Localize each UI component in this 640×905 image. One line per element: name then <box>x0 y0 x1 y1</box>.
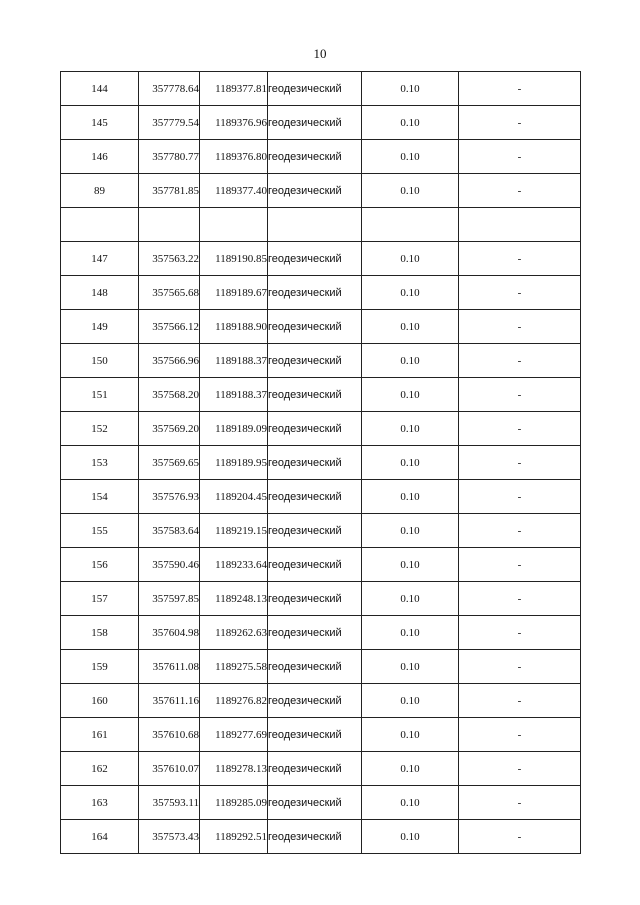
x-coordinate-cell: 357780.77 <box>139 140 200 174</box>
table-row <box>61 480 581 514</box>
accuracy-cell: 0.10 <box>362 446 459 480</box>
description-cell: - <box>459 378 581 412</box>
accuracy-cell: 0.10 <box>362 174 459 208</box>
table-row <box>61 208 581 242</box>
description-cell: - <box>459 582 581 616</box>
y-coordinate-cell: 1189219.15 <box>200 514 268 548</box>
point-number-cell: 147 <box>61 242 139 276</box>
accuracy-cell: 0.10 <box>362 310 459 344</box>
table-row <box>61 72 581 106</box>
description-cell: - <box>459 650 581 684</box>
description-cell: - <box>459 276 581 310</box>
method-cell: геодезический <box>268 140 362 174</box>
x-coordinate-cell: 357611.16 <box>139 684 200 718</box>
accuracy-cell: 0.10 <box>362 378 459 412</box>
point-number-cell: 149 <box>61 310 139 344</box>
y-coordinate-cell: 1189204.45 <box>200 480 268 514</box>
x-coordinate-cell: 357569.20 <box>139 412 200 446</box>
table-row <box>61 786 581 820</box>
x-coordinate-cell: 357566.12 <box>139 310 200 344</box>
accuracy-cell: 0.10 <box>362 242 459 276</box>
table-row <box>61 174 581 208</box>
point-number-cell: 144 <box>61 72 139 106</box>
x-coordinate-cell: 357573.43 <box>139 820 200 854</box>
point-number-cell: 89 <box>61 174 139 208</box>
table-row <box>61 582 581 616</box>
x-coordinate-cell: 357611.08 <box>139 650 200 684</box>
coordinates-table-body <box>61 72 581 854</box>
method-cell: геодезический <box>268 582 362 616</box>
y-coordinate-cell: 1189188.90 <box>200 310 268 344</box>
y-coordinate-cell: 1189188.37 <box>200 378 268 412</box>
coordinates-table <box>60 71 581 854</box>
page-number: 10 <box>313 46 327 61</box>
method-cell: геодезический <box>268 106 362 140</box>
x-coordinate-cell: 357568.20 <box>139 378 200 412</box>
accuracy-cell: 0.10 <box>362 72 459 106</box>
point-number-cell: 164 <box>61 820 139 854</box>
point-number-cell: 159 <box>61 650 139 684</box>
y-coordinate-cell: 1189278.13 <box>200 752 268 786</box>
method-cell <box>268 208 362 242</box>
method-cell: геодезический <box>268 276 362 310</box>
x-coordinate-cell: 357604.98 <box>139 616 200 650</box>
y-coordinate-cell: 1189377.40 <box>200 174 268 208</box>
accuracy-cell: 0.10 <box>362 650 459 684</box>
x-coordinate-cell: 357576.93 <box>139 480 200 514</box>
point-number-cell: 155 <box>61 514 139 548</box>
x-coordinate-cell: 357778.64 <box>139 72 200 106</box>
method-cell: геодезический <box>268 242 362 276</box>
accuracy-cell: 0.10 <box>362 752 459 786</box>
method-cell: геодезический <box>268 72 362 106</box>
description-cell: - <box>459 684 581 718</box>
description-cell: - <box>459 480 581 514</box>
method-cell: геодезический <box>268 412 362 446</box>
y-coordinate-cell: 1189188.37 <box>200 344 268 378</box>
accuracy-cell: 0.10 <box>362 480 459 514</box>
table-row <box>61 684 581 718</box>
method-cell: геодезический <box>268 310 362 344</box>
point-number-cell: 157 <box>61 582 139 616</box>
y-coordinate-cell: 1189248.13 <box>200 582 268 616</box>
y-coordinate-cell <box>200 208 268 242</box>
x-coordinate-cell: 357610.07 <box>139 752 200 786</box>
description-cell: - <box>459 140 581 174</box>
y-coordinate-cell: 1189376.96 <box>200 106 268 140</box>
point-number-cell: 150 <box>61 344 139 378</box>
point-number-cell: 163 <box>61 786 139 820</box>
description-cell: - <box>459 548 581 582</box>
table-row <box>61 242 581 276</box>
description-cell: - <box>459 446 581 480</box>
accuracy-cell: 0.10 <box>362 616 459 650</box>
x-coordinate-cell: 357597.85 <box>139 582 200 616</box>
y-coordinate-cell: 1189262.63 <box>200 616 268 650</box>
point-number-cell: 145 <box>61 106 139 140</box>
point-number-cell: 151 <box>61 378 139 412</box>
description-cell: - <box>459 344 581 378</box>
y-coordinate-cell: 1189190.85 <box>200 242 268 276</box>
table-row <box>61 548 581 582</box>
table-row <box>61 310 581 344</box>
accuracy-cell: 0.10 <box>362 106 459 140</box>
accuracy-cell: 0.10 <box>362 276 459 310</box>
point-number-cell: 152 <box>61 412 139 446</box>
description-cell: - <box>459 820 581 854</box>
method-cell: геодезический <box>268 446 362 480</box>
table-row <box>61 276 581 310</box>
point-number-cell: 148 <box>61 276 139 310</box>
description-cell: - <box>459 616 581 650</box>
description-cell: - <box>459 514 581 548</box>
method-cell: геодезический <box>268 480 362 514</box>
point-number-cell: 146 <box>61 140 139 174</box>
y-coordinate-cell: 1189376.80 <box>200 140 268 174</box>
method-cell: геодезический <box>268 820 362 854</box>
accuracy-cell: 0.10 <box>362 684 459 718</box>
method-cell: геодезический <box>268 718 362 752</box>
description-cell: - <box>459 174 581 208</box>
y-coordinate-cell: 1189233.64 <box>200 548 268 582</box>
point-number-cell: 156 <box>61 548 139 582</box>
x-coordinate-cell: 357593.11 <box>139 786 200 820</box>
table-row <box>61 378 581 412</box>
y-coordinate-cell: 1189285.09 <box>200 786 268 820</box>
y-coordinate-cell: 1189189.95 <box>200 446 268 480</box>
y-coordinate-cell: 1189277.69 <box>200 718 268 752</box>
point-number-cell: 158 <box>61 616 139 650</box>
table-row <box>61 650 581 684</box>
x-coordinate-cell: 357565.68 <box>139 276 200 310</box>
description-cell: - <box>459 718 581 752</box>
method-cell: геодезический <box>268 548 362 582</box>
method-cell: геодезический <box>268 378 362 412</box>
description-cell: - <box>459 72 581 106</box>
accuracy-cell <box>362 208 459 242</box>
x-coordinate-cell: 357569.65 <box>139 446 200 480</box>
table-row <box>61 514 581 548</box>
table-row <box>61 106 581 140</box>
table-row <box>61 752 581 786</box>
y-coordinate-cell: 1189377.81 <box>200 72 268 106</box>
accuracy-cell: 0.10 <box>362 820 459 854</box>
x-coordinate-cell: 357781.85 <box>139 174 200 208</box>
table-row <box>61 718 581 752</box>
accuracy-cell: 0.10 <box>362 412 459 446</box>
y-coordinate-cell: 1189189.09 <box>200 412 268 446</box>
method-cell: геодезический <box>268 684 362 718</box>
method-cell: геодезический <box>268 616 362 650</box>
description-cell <box>459 208 581 242</box>
point-number-cell: 162 <box>61 752 139 786</box>
y-coordinate-cell: 1189275.58 <box>200 650 268 684</box>
y-coordinate-cell: 1189189.67 <box>200 276 268 310</box>
description-cell: - <box>459 310 581 344</box>
accuracy-cell: 0.10 <box>362 344 459 378</box>
x-coordinate-cell: 357566.96 <box>139 344 200 378</box>
accuracy-cell: 0.10 <box>362 582 459 616</box>
point-number-cell: 161 <box>61 718 139 752</box>
accuracy-cell: 0.10 <box>362 514 459 548</box>
point-number-cell <box>61 208 139 242</box>
description-cell: - <box>459 786 581 820</box>
table-row <box>61 412 581 446</box>
method-cell: геодезический <box>268 344 362 378</box>
method-cell: геодезический <box>268 514 362 548</box>
accuracy-cell: 0.10 <box>362 786 459 820</box>
table-row <box>61 820 581 854</box>
y-coordinate-cell: 1189292.51 <box>200 820 268 854</box>
point-number-cell: 153 <box>61 446 139 480</box>
x-coordinate-cell: 357583.64 <box>139 514 200 548</box>
table-row <box>61 616 581 650</box>
method-cell: геодезический <box>268 174 362 208</box>
table-row <box>61 344 581 378</box>
table-row <box>61 140 581 174</box>
method-cell: геодезический <box>268 650 362 684</box>
description-cell: - <box>459 412 581 446</box>
x-coordinate-cell: 357779.54 <box>139 106 200 140</box>
accuracy-cell: 0.10 <box>362 548 459 582</box>
description-cell: - <box>459 752 581 786</box>
y-coordinate-cell: 1189276.82 <box>200 684 268 718</box>
x-coordinate-cell <box>139 208 200 242</box>
method-cell: геодезический <box>268 752 362 786</box>
method-cell: геодезический <box>268 786 362 820</box>
table-row <box>61 446 581 480</box>
point-number-cell: 154 <box>61 480 139 514</box>
description-cell: - <box>459 242 581 276</box>
point-number-cell: 160 <box>61 684 139 718</box>
x-coordinate-cell: 357610.68 <box>139 718 200 752</box>
x-coordinate-cell: 357563.22 <box>139 242 200 276</box>
description-cell: - <box>459 106 581 140</box>
accuracy-cell: 0.10 <box>362 140 459 174</box>
x-coordinate-cell: 357590.46 <box>139 548 200 582</box>
accuracy-cell: 0.10 <box>362 718 459 752</box>
